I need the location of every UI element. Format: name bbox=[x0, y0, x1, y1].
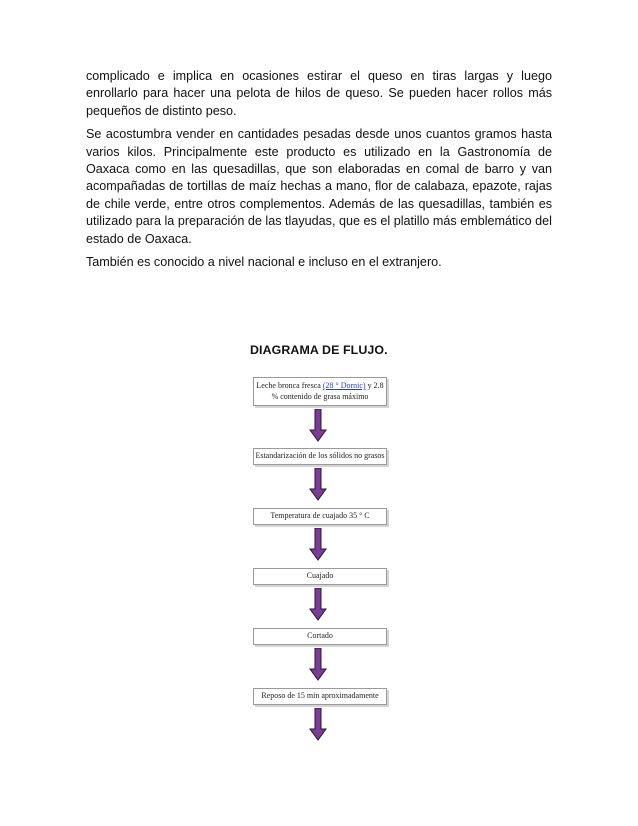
flow-arrow-icon bbox=[308, 588, 328, 622]
dornic-link[interactable]: (28 ° Dornic) bbox=[322, 381, 366, 390]
body-text bbox=[86, 68, 552, 277]
flow-step-rest: Reposo de 15 min aproximadamente bbox=[253, 688, 387, 705]
flow-arrow-icon bbox=[308, 468, 328, 502]
paragraph-intro: complicado e implica en ocasiones estirar el queso en tiras largas y luego enrollarlo para hacer una pelota de hilos de queso. Se pueden hacer rollos más pequeños de distinto peso. bbox=[86, 69, 552, 118]
flow-arrow-icon bbox=[308, 528, 328, 562]
flow-arrow-icon bbox=[308, 708, 328, 742]
flow-step-cutting: Cortado bbox=[253, 628, 387, 645]
flow-step-curd-temperature: Temperatura de cuajado 35 ° C bbox=[253, 508, 387, 525]
paragraph-fame: También es conocido a nivel nacional e incluso en el extranjero. bbox=[86, 255, 442, 270]
step-raw-milk-suffix: y 2.8 % contenido de grasa máximo bbox=[271, 381, 384, 401]
flow-step-standardization: Estandarización de los sólidos no grasos bbox=[253, 448, 387, 465]
flow-step-raw-milk bbox=[253, 377, 387, 406]
flow-arrow-icon bbox=[308, 648, 328, 682]
flow-arrow-icon bbox=[308, 409, 328, 443]
diagram-title: DIAGRAMA DE FLUJO. bbox=[250, 343, 388, 357]
flow-step-curdling: Cuajado bbox=[253, 568, 387, 585]
paragraph-uses: Se acostumbra vender en cantidades pesadas desde unos cuantos gramos hasta varios kilos. Principalmente este producto es utilizado en la Gastronomía de Oaxaca como en las quesadillas, que son elaboradas en comal de barro y van acompañadas de tortillas de maíz hechas a mano, flor de calabaza, epazote, rajas de chile verde, entre otros complementos. Además de las quesadillas, también es utilizado para la preparación de las tlayudas, que es el platillo más emblemático del estado de Oaxaca. bbox=[86, 127, 552, 246]
step-raw-milk-prefix: Leche bronca fresca bbox=[256, 381, 323, 390]
